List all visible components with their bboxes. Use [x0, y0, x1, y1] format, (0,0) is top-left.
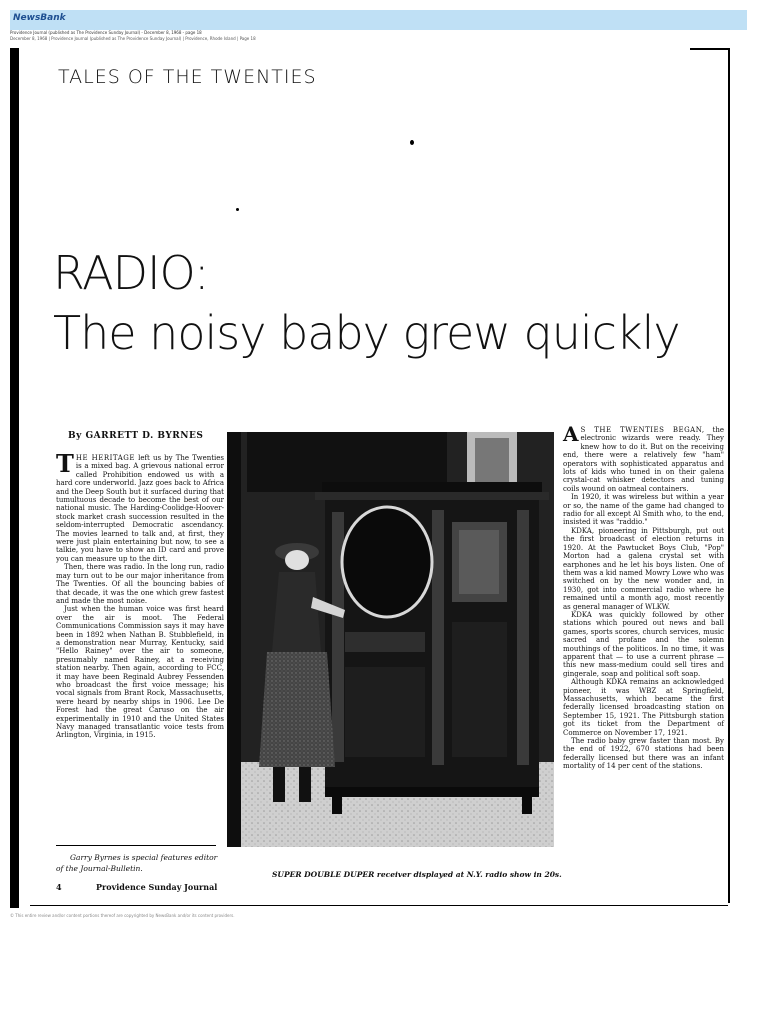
article-column-1: [56, 449, 225, 740]
right-margin-rule: [728, 48, 730, 903]
copyright-footer: © This entire review and/or content portions thereof are copyrighted by NewsBank and/or its content providers.: [10, 913, 235, 918]
citation-detail: December 8, 1968 | Providence Journal (published as The Providence Sunday Journal) | Providence, Rhode Island | Page 18: [10, 36, 256, 41]
paragraph: In 1920, it was wireless but within a year or so, the name of the game had changed to radio for all except Al Smith who, to the end, insisted it was "raddio.": [563, 493, 724, 527]
paragraph: The radio baby grew faster than most. By the end of 1922, 670 stations had been federally licensed but there was an infant mortality of 14 per cent of the stations.: [563, 737, 724, 771]
note-divider: [56, 845, 216, 846]
section-kicker: TALES OF THE TWENTIES: [58, 66, 317, 88]
newsbank-logo[interactable]: NewsBank: [13, 13, 66, 23]
lead-in: HE HERITAGE: [75, 454, 135, 462]
paragraph: KDKA was quickly followed by other stations which poured out news and ball games, sports scores, church services, music sacred and profane and the solemn mouthings of the politicos. In no time, it was apparent that — to use a current phrase — this new mass-medium could sell tires and gingerale, soap and political soft soap.: [563, 610, 724, 678]
headline-line-1: RADIO:: [53, 246, 209, 300]
page-number: 4: [56, 882, 62, 892]
page-folio: [56, 882, 217, 892]
radio-receiver-photo: [227, 432, 554, 847]
print-speck: [236, 208, 239, 211]
drop-cap: A: [563, 422, 579, 446]
paragraph: KDKA, pioneering in Pittsburgh, put out the first broadcast of election returns in 1920. At the Pawtucket Boys Club, "Pop" Morton had a galena crystal set with earphones and he let his boys listen. One of them was a kid named Mowry Lowe who was switched on by the new wonder and, in 1930, got into commercial radio where he remained until a month ago, most recently as general manager of WLKW.: [563, 526, 724, 611]
left-margin-rule: [10, 48, 19, 908]
citation-title: Providence Journal (published as The Providence Sunday Journal) - December 8, 1968 - page 18: [10, 30, 202, 35]
photo-caption: SUPER DOUBLE DUPER receiver displayed at N.Y. radio show in 20s.: [272, 870, 562, 879]
paragraph: Then, there was radio. In the long run, radio may turn out to be our major inheritance from The Twenties. Of all the bouncing babies of that decade, it was the one which grew fastest and made the most noise.: [56, 563, 224, 605]
paragraph: Although KDKA remains an acknowledged pioneer, it was WBZ at Springfield, Massachusetts, which became the first federally licensed broadcasting station on September 15, 1921. The Pittsburgh station got its ticket from the Department of Commerce on November 17, 1921.: [563, 678, 724, 737]
photo-illustration: [227, 432, 554, 847]
paragraph: the electronic wizards were ready. They knew how to do it. But on the receiving end, there were a relatively few "ham" operators with sophisticated apparatus and lots of kids who tuned in on their galena crystal-cat whisker detectors and tuning coils wound on oatmeal containers.: [563, 426, 724, 493]
headline-line-2: The noisy baby grew quickly: [53, 306, 680, 360]
bottom-rule: [30, 905, 728, 906]
top-corner-mark: [690, 48, 730, 50]
print-speck: [410, 140, 414, 145]
author-note: Garry Byrnes is special features editor of the Journal-Bulletin.: [56, 853, 218, 873]
byline: By GARRETT D. BYRNES: [68, 431, 204, 441]
newspaper-page: [10, 48, 736, 908]
article-column-3: [563, 422, 724, 771]
drop-cap: T: [56, 449, 74, 478]
lead-in: S THE TWENTIES BEGAN,: [580, 426, 705, 434]
paragraph: left us by The Twenties is a mixed bag. A grievous national error called Prohibition endowed us with a hard core underworld. Jazz goes back to Africa and the Deep South but it surfaced during that tumultuous decade to become the best of our national music. The Harding-Coolidge-Hoover-stock market crash succession resulted in the seldom-interrupted Democratic ascendancy. The movies learned to talk and, at first, they were just plain entertaining but now, to see a talkie, you have to show an ID card and prove you can measure up to the dirt.: [56, 454, 225, 563]
viewer-toolbar: [10, 10, 747, 30]
publication-name: Providence Sunday Journal: [96, 882, 218, 892]
paragraph: Just when the human voice was first heard over the air is moot. The Federal Communications Commission says it may have been in 1892 when Nathan B. Stubblefield, in a demonstration near Murray, Kentucky, said "Hello Rainey" over the air to someone, presumably named Rainey, at a receiving station nearby. Then again, according to FCC, it may have been Reginald Aubrey Fessenden who broadcast the first voice message; his vocal signals from Brant Rock, Massachusetts, were heard by nearby ships in 1906. Lee De Forest had the great Caruso on the air experimentally in 1910 and the United States Navy managed transatlantic voice tests from Arlington, Virginia, in 1915.: [56, 605, 224, 740]
